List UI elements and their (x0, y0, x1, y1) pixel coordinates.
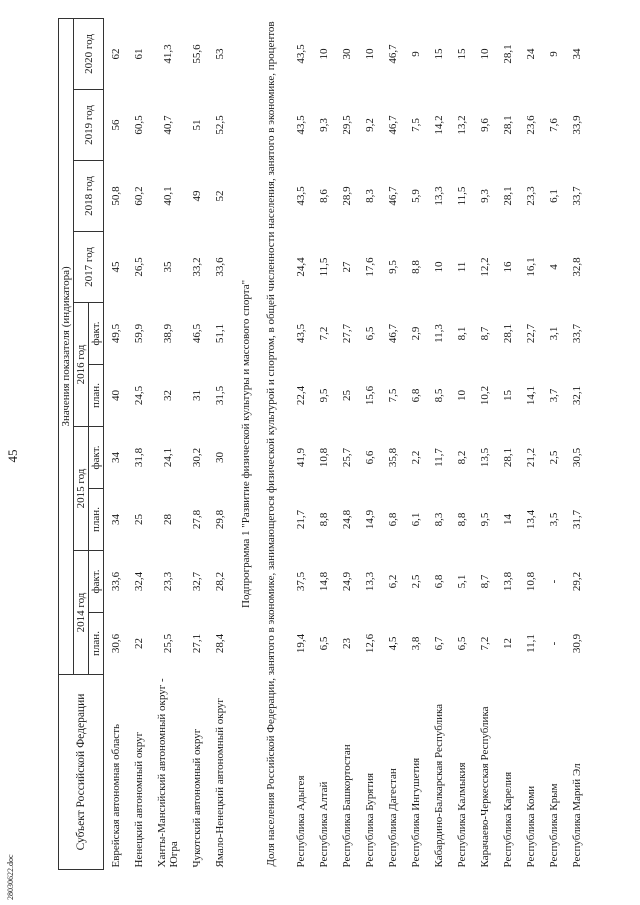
table-row (381, 18, 404, 869)
value-cell: 7,2 (478, 636, 491, 651)
region-name: Республика Крым (547, 783, 560, 868)
value-cell: 15 (432, 48, 445, 60)
region-name: Ханты-Мансийский автономный округ - Югра (155, 678, 180, 868)
rotated-page (58, 20, 618, 870)
region-name: Кабардино-Балкарская Республика (432, 703, 445, 868)
table-row (150, 18, 185, 869)
value-cell: 43,5 (294, 44, 307, 64)
region-name: Республика Коми (524, 785, 537, 868)
value-cell: 6,2 (386, 574, 399, 589)
value-cell: 43,5 (294, 186, 307, 206)
value-cell: 49,5 (109, 323, 122, 344)
table-row (104, 18, 128, 869)
value-cell: 8,7 (478, 326, 491, 341)
value-cell: 6,8 (432, 574, 445, 589)
value-cell: 10 (478, 48, 491, 60)
value-cell: 28,9 (340, 186, 353, 206)
value-cell: 55,6 (190, 44, 203, 64)
value-cell: 24 (524, 48, 537, 60)
value-cell: 37,5 (294, 571, 307, 592)
value-cell: 3,5 (547, 512, 560, 527)
region-name: Республика Алтай (317, 781, 330, 868)
value-cell: 10,2 (478, 385, 491, 406)
value-cell: 9,3 (317, 118, 330, 132)
value-cell: 33,7 (570, 323, 583, 344)
value-cell: 15 (501, 390, 514, 401)
table-row (542, 18, 565, 869)
value-cell: 14,9 (363, 509, 376, 530)
value-cell: 3,8 (409, 636, 422, 651)
value-cell: 9,2 (363, 118, 376, 132)
value-cell: 24,9 (340, 571, 353, 592)
value-cell: 7,5 (386, 388, 399, 403)
table-row (473, 18, 496, 869)
value-cell: 10,8 (317, 447, 330, 468)
value-cell: 22,4 (294, 385, 307, 406)
value-cell: 25 (132, 514, 145, 525)
value-cell: 13,5 (478, 447, 491, 468)
value-cell: 30,6 (109, 633, 122, 654)
table-row (208, 18, 231, 869)
value-cell: 12,2 (478, 257, 491, 277)
value-cell: 59,9 (132, 323, 145, 344)
value-cell: 13,3 (432, 186, 445, 206)
value-cell: 25 (340, 390, 353, 401)
value-cell: 30 (213, 452, 226, 463)
value-cell: 51 (190, 119, 203, 131)
value-cell: 5,1 (455, 574, 468, 589)
value-cell: 33,7 (570, 186, 583, 206)
value-cell: 10 (432, 261, 445, 273)
value-cell: 40,1 (161, 186, 174, 206)
region-name: Республика Ингушетия (409, 757, 422, 868)
value-cell: 14,8 (317, 571, 330, 592)
value-cell: 29,8 (213, 509, 226, 530)
value-cell: 33,6 (109, 571, 122, 592)
value-cell: 30,9 (570, 633, 583, 654)
value-cell: 27 (340, 261, 353, 273)
region-name: Ненецкий автономный округ (132, 731, 145, 868)
header-year-2020: 2020 год (74, 18, 104, 89)
value-cell: 15,6 (363, 385, 376, 406)
value-cell: 31 (190, 390, 203, 401)
value-cell: 12 (501, 638, 514, 649)
header-subject: Субъект Российской Федерации (59, 675, 104, 870)
table-row (289, 18, 312, 869)
value-cell: 4,5 (386, 636, 399, 651)
value-cell: 9,6 (478, 118, 491, 132)
header-values: Значения показателя (индикатора) (59, 18, 74, 674)
value-cell: 14,1 (524, 385, 537, 406)
value-cell: 56 (109, 119, 122, 131)
value-cell: 31,7 (570, 509, 583, 530)
value-cell: 46,7 (386, 115, 399, 135)
value-cell: 23,3 (524, 186, 537, 206)
value-cell: 40 (109, 390, 122, 401)
value-cell: 32,7 (190, 571, 203, 592)
region-name: Карачаево-Черкесская Республика (478, 706, 491, 868)
value-cell: 30,2 (190, 447, 203, 468)
value-cell: 8,2 (455, 450, 468, 465)
value-cell: 6,1 (409, 512, 422, 527)
value-cell: 8,1 (455, 326, 468, 341)
value-cell: 9 (547, 51, 560, 57)
value-cell: 35,8 (386, 447, 399, 468)
value-cell: 28,1 (501, 44, 514, 64)
region-name: Республика Дагестан (386, 768, 399, 868)
value-cell: 3,7 (547, 388, 560, 403)
value-cell: 46,7 (386, 44, 399, 64)
value-cell: - (547, 579, 560, 584)
value-cell: 10,8 (524, 571, 537, 592)
value-cell: 32,4 (132, 571, 145, 592)
value-cell: 19,4 (294, 633, 307, 654)
table-body-top (104, 18, 232, 869)
value-cell: 25,7 (340, 447, 353, 468)
value-cell: 21,7 (294, 509, 307, 530)
value-cell: 8,3 (363, 189, 376, 203)
value-cell: 24,5 (132, 385, 145, 406)
value-cell: 29,2 (570, 571, 583, 592)
value-cell: 46,7 (386, 323, 399, 344)
value-cell: 2,9 (409, 326, 422, 341)
value-cell: 7,2 (317, 326, 330, 341)
region-name: Республика Карелия (501, 771, 514, 868)
value-cell: 50,8 (109, 186, 122, 206)
value-cell: 41,9 (294, 447, 307, 468)
value-cell: 6,7 (432, 636, 445, 651)
table-row (335, 18, 358, 869)
region-name: Республика Адыгея (294, 775, 307, 868)
value-cell: 30,5 (570, 447, 583, 468)
value-cell: 6,5 (455, 636, 468, 651)
value-cell: 33,6 (213, 257, 226, 277)
value-cell: - (547, 641, 560, 646)
table-row (565, 18, 588, 869)
value-cell: 8,8 (455, 512, 468, 527)
value-cell: 46,5 (190, 323, 203, 344)
header-fact: факт. (89, 551, 104, 613)
value-cell: 53 (213, 48, 226, 60)
value-cell: 22,7 (524, 323, 537, 344)
value-cell: 15 (455, 48, 468, 60)
value-cell: 46,7 (386, 186, 399, 206)
value-cell: 27,8 (190, 509, 203, 530)
value-cell: 24,4 (294, 257, 307, 277)
value-cell: 27,7 (340, 323, 353, 344)
value-cell: 52 (213, 190, 226, 202)
value-cell: 8,8 (409, 260, 422, 274)
value-cell: 11 (455, 261, 468, 273)
table-row (185, 18, 208, 869)
value-cell: 43,5 (294, 323, 307, 344)
value-cell: 34 (109, 514, 122, 525)
value-cell: 31,5 (213, 385, 226, 406)
value-cell: 24,1 (161, 447, 174, 468)
value-cell: 13,2 (455, 115, 468, 135)
value-cell: 13,4 (524, 509, 537, 530)
value-cell: 40,7 (161, 115, 174, 135)
header-year-2019: 2019 год (74, 90, 104, 161)
value-cell: 28,1 (501, 115, 514, 135)
value-cell: 43,5 (294, 115, 307, 135)
section-subtitle: Доля населения Российской Федерации, занятого в экономике, занимающегося физической культурой и спортом, в общей численности населения, занятого в экономике, процентов (264, 21, 277, 867)
value-cell: 23,6 (524, 115, 537, 135)
value-cell: 4 (547, 264, 560, 270)
page-number: 45 (5, 449, 20, 463)
value-cell: 6,8 (409, 388, 422, 403)
footer-doc-name: 28030622.doc (6, 854, 15, 900)
value-cell: 11,1 (524, 634, 537, 653)
value-cell: 14,2 (432, 115, 445, 135)
header-year-2014: 2014 год (74, 551, 89, 675)
value-cell: 21,2 (524, 447, 537, 468)
header-plan: план. (89, 489, 104, 551)
table-row (312, 18, 335, 869)
value-cell: 33,2 (190, 257, 203, 277)
value-cell: 60,2 (132, 186, 145, 206)
value-cell: 34 (570, 48, 583, 60)
region-name: Еврейская автономная область (109, 723, 122, 868)
value-cell: 9,5 (478, 512, 491, 527)
value-cell: 23,3 (161, 571, 174, 592)
value-cell: 6,8 (386, 512, 399, 527)
value-cell: 29,5 (340, 115, 353, 135)
value-cell: 28 (161, 514, 174, 525)
value-cell: 34 (109, 452, 122, 463)
value-cell: 51,1 (213, 323, 226, 344)
value-cell: 61 (132, 48, 145, 60)
value-cell: 49 (190, 190, 203, 202)
table-row (496, 18, 519, 869)
header-year-2017: 2017 год (74, 232, 104, 303)
value-cell: 12,6 (363, 633, 376, 654)
value-cell: 25,5 (161, 633, 174, 654)
value-cell: 38,9 (161, 323, 174, 344)
indicator-table (58, 18, 588, 870)
value-cell: 8,6 (317, 189, 330, 203)
header-plan: план. (89, 613, 104, 675)
value-cell: 10 (455, 390, 468, 401)
value-cell: 23 (340, 638, 353, 649)
value-cell: 2,5 (409, 574, 422, 589)
table-row (519, 18, 542, 869)
region-name: Республика Башкортостан (340, 744, 353, 868)
region-name: Республика Калмыкия (455, 762, 468, 868)
value-cell: 24,8 (340, 509, 353, 530)
value-cell: 8,3 (432, 512, 445, 527)
value-cell: 28,1 (501, 186, 514, 206)
value-cell: 28,1 (501, 323, 514, 344)
value-cell: 28,1 (501, 447, 514, 468)
value-cell: 41,3 (161, 44, 174, 64)
value-cell: 10 (317, 48, 330, 60)
value-cell: 33,9 (570, 115, 583, 135)
value-cell: 32 (161, 390, 174, 401)
value-cell: 7,6 (547, 118, 560, 132)
value-cell: 13,3 (363, 571, 376, 592)
value-cell: 32,8 (570, 257, 583, 277)
value-cell: 30 (340, 48, 353, 60)
value-cell: 2,5 (547, 450, 560, 465)
header-year-2016: 2016 год (74, 303, 89, 427)
value-cell: 27,1 (190, 633, 203, 654)
value-cell: 8,8 (317, 512, 330, 527)
value-cell: 9,5 (386, 260, 399, 274)
value-cell: 45 (109, 261, 122, 273)
value-cell: 6,6 (363, 450, 376, 465)
value-cell: 14 (501, 514, 514, 525)
value-cell: 17,6 (363, 257, 376, 277)
value-cell: 8,7 (478, 574, 491, 589)
header-fact: факт. (89, 427, 104, 489)
value-cell: 11,5 (317, 257, 330, 277)
value-cell: 7,5 (409, 118, 422, 132)
table-row (127, 18, 150, 869)
value-cell: 16,1 (524, 257, 537, 277)
value-cell: 11,3 (432, 324, 445, 343)
region-name: Чукотский автономный округ (190, 728, 203, 868)
table-row (427, 18, 450, 869)
value-cell: 28,4 (213, 633, 226, 654)
value-cell: 10 (363, 48, 376, 60)
region-name: Ямало-Ненецкий автономный округ (213, 698, 226, 868)
value-cell: 8,5 (432, 388, 445, 403)
value-cell: 6,5 (363, 326, 376, 341)
value-cell: 26,5 (132, 257, 145, 277)
region-name: Республика Бурятия (363, 772, 376, 868)
header-year-2015: 2015 год (74, 427, 89, 551)
section-title: Подпрограмма 1 "Развитие физической культуры и массового спорта" (239, 279, 252, 608)
value-cell: 62 (109, 48, 122, 60)
value-cell: 13,8 (501, 571, 514, 592)
value-cell: 6,5 (317, 636, 330, 651)
value-cell: 9 (409, 51, 422, 57)
region-name: Республика Марий Эл (570, 763, 583, 868)
value-cell: 52,5 (213, 115, 226, 135)
value-cell: 9,5 (317, 388, 330, 403)
value-cell: 3,1 (547, 326, 560, 341)
header-plan: план. (89, 365, 104, 427)
value-cell: 9,3 (478, 189, 491, 203)
table-row (358, 18, 381, 869)
table-body-bottom (289, 18, 588, 869)
table-row (404, 18, 427, 869)
value-cell: 22 (132, 638, 145, 649)
value-cell: 60,5 (132, 115, 145, 135)
value-cell: 2,2 (409, 450, 422, 465)
value-cell: 6,1 (547, 189, 560, 203)
value-cell: 31,8 (132, 447, 145, 468)
value-cell: 11,5 (455, 186, 468, 206)
header-year-2018: 2018 год (74, 161, 104, 232)
value-cell: 28,2 (213, 571, 226, 592)
value-cell: 11,7 (432, 448, 445, 467)
value-cell: 5,9 (409, 189, 422, 203)
value-cell: 16 (501, 261, 514, 273)
value-cell: 32,1 (570, 385, 583, 406)
table-row (450, 18, 473, 869)
value-cell: 35 (161, 261, 174, 273)
header-fact: факт. (89, 303, 104, 365)
